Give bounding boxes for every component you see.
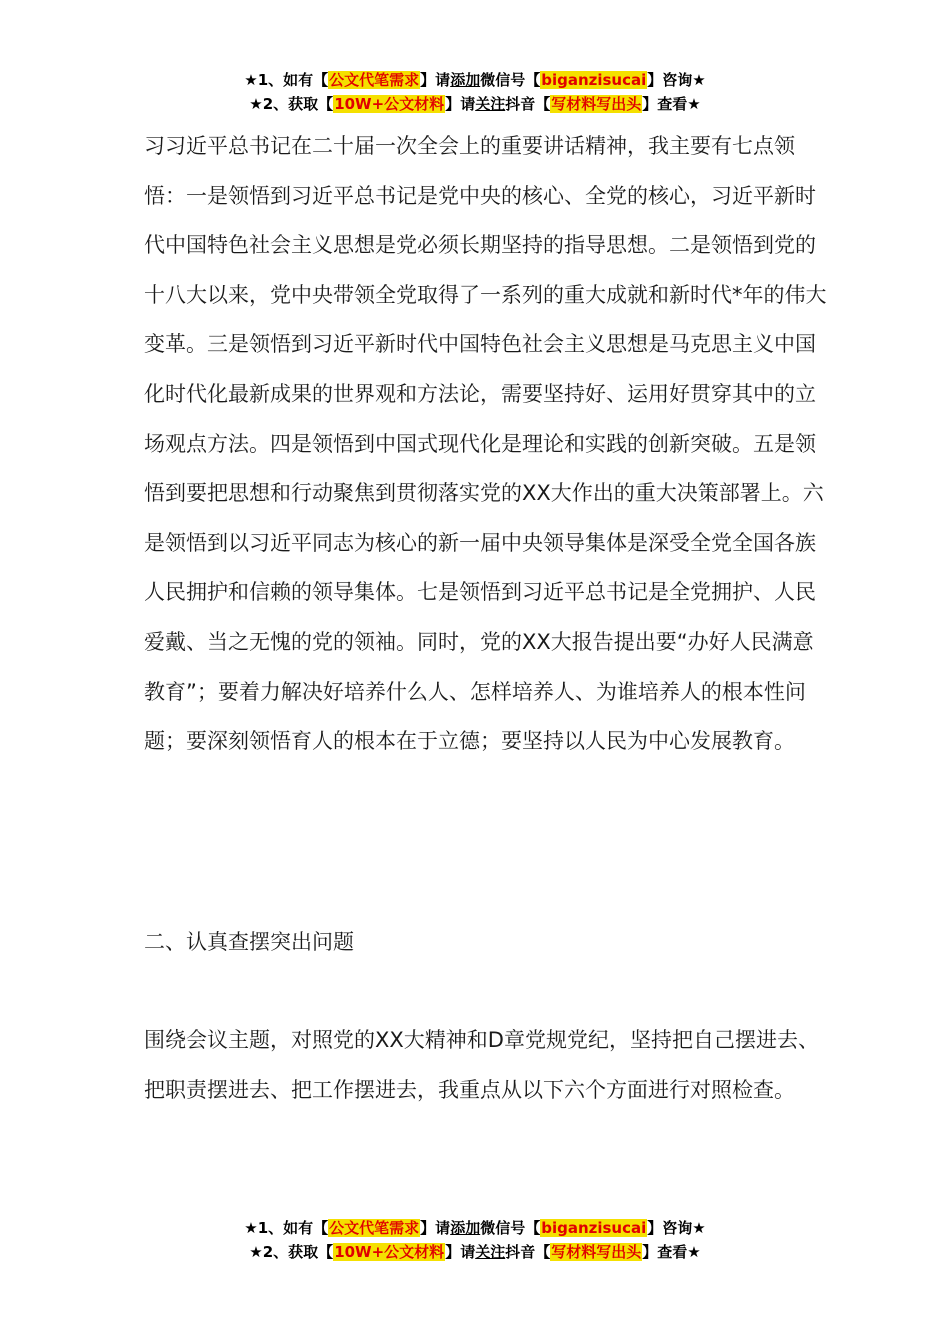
document-paragraph-1: [144, 122, 834, 767]
banner-text: ★1、如有【: [244, 71, 329, 89]
paragraph-text: 习习近平总书记在二十届一次全会上的重要讲话精神，我主要有七点领悟：一是领悟到习近平总书记是党中央的核心、全党的核心，习近平新时代中国特色社会主义思想是党必须长期坚持的指导思想。二是领悟到党的十八大以来，党中央带领全党取得了一系列的重大成就和新时代*年的伟大变革。三是领悟到习近平新时代中国特色社会主义思想是马克思主义中国化时代化最新成果的世界观和方法论，需要坚持好、运用好贯穿其中的立场观点方法。四是领悟到中国式现代化是理论和实践的创新突破。五是领悟到要把思想和行动聚焦到贯彻落实党的XX大作出的重大决策部署上。六是领悟到以习近平同志为核心的新一届中央领导集体是深受全党全国各族人民拥护和信赖的领导集体。七是领悟到习近平总书记是全党拥护、人民爱戴、当之无愧的党的领袖。同时，党的XX大报告提出要“办好人民满意教育”；要着力解决好培养什么人、怎样培养人、为谁培养人的根本性问题；要深刻领悟育人的根本在于立德；要坚持以人民为中心发展教育。: [144, 134, 827, 754]
banner-text: 微信号【: [480, 1219, 541, 1237]
top-banner: [0, 68, 950, 116]
banner-text: ★2、获取【: [249, 1243, 334, 1261]
banner-text: 微信号【: [480, 71, 541, 89]
banner-text: 抖音【: [505, 95, 551, 113]
bottom-banner: [0, 1216, 950, 1264]
paragraph-text: 围绕会议主题，对照党的XX大精神和D章党规党纪，坚持把自己摆进去、把职责摆进去、把工作摆进去，我重点从以下六个方面进行对照检查。: [144, 1028, 819, 1102]
banner-emphasis: 关注: [475, 1243, 506, 1261]
banner-emphasis: 关注: [475, 95, 506, 113]
banner-text: 】查看★: [642, 95, 701, 113]
banner-line-2: [0, 92, 950, 116]
banner-line-1: [0, 1216, 950, 1240]
banner-emphasis: 添加: [450, 71, 481, 89]
banner-line-1: [0, 68, 950, 92]
banner-highlight: 公文代笔需求: [329, 1219, 420, 1237]
banner-highlight: biganzisucai: [541, 71, 647, 89]
banner-text: 】请: [420, 1219, 451, 1237]
banner-line-2: [0, 1240, 950, 1264]
banner-text: ★1、如有【: [244, 1219, 329, 1237]
banner-text: 】咨询★: [647, 1219, 706, 1237]
banner-text: 】请: [420, 71, 451, 89]
heading-text: 二、认真查摆突出问题: [144, 930, 354, 954]
banner-text: 抖音【: [505, 1243, 551, 1261]
banner-highlight: 10W+公文材料: [334, 95, 445, 113]
banner-emphasis: 添加: [450, 1219, 481, 1237]
banner-highlight: 公文代笔需求: [329, 71, 420, 89]
banner-text: 】请: [445, 1243, 476, 1261]
banner-text: 】请: [445, 95, 476, 113]
section-heading: [144, 918, 834, 968]
banner-highlight: 写材料写出头: [551, 95, 642, 113]
banner-highlight: biganzisucai: [541, 1219, 647, 1237]
banner-text: 】查看★: [642, 1243, 701, 1261]
banner-highlight: 10W+公文材料: [334, 1243, 445, 1261]
banner-text: ★2、获取【: [249, 95, 334, 113]
banner-highlight: 写材料写出头: [551, 1243, 642, 1261]
banner-text: 】咨询★: [647, 71, 706, 89]
document-paragraph-2: [144, 1016, 834, 1115]
